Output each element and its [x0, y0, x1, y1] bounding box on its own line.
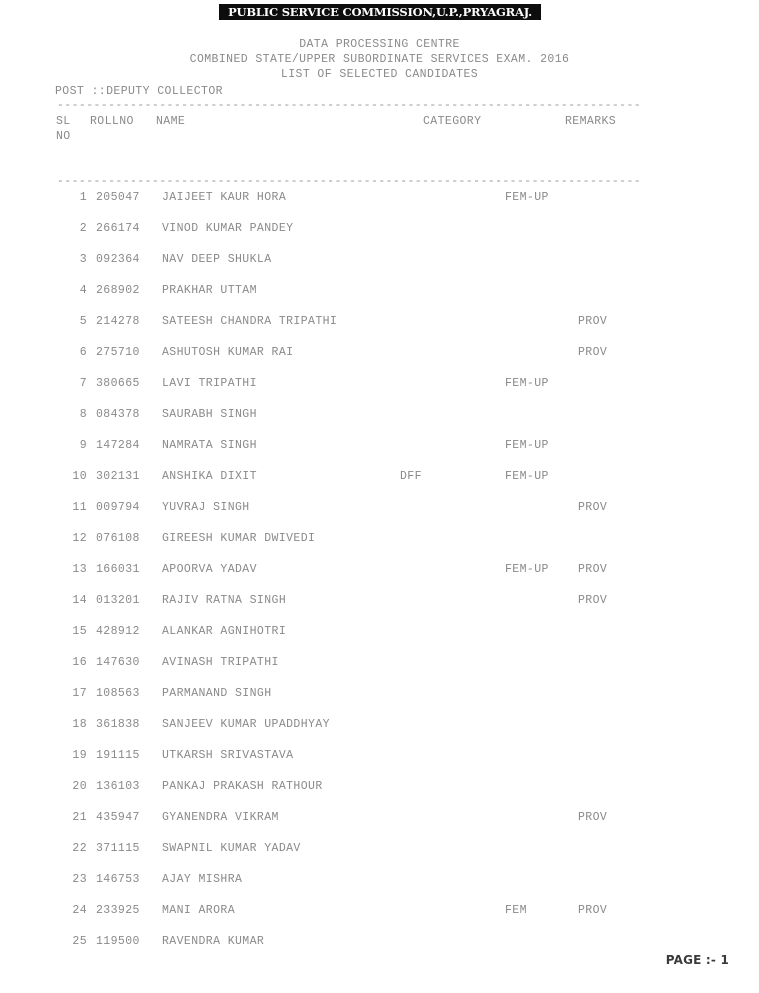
separator-rule-bottom: -------------------------------------------------------------------------------- — [57, 176, 642, 187]
row-candidate-name: RAVENDRA KUMAR — [162, 935, 265, 948]
row-candidate-name: UTKARSH SRIVASTAVA — [162, 749, 294, 762]
table-row — [0, 531, 759, 562]
page-number: PAGE :- 1 — [665, 953, 729, 967]
row-serial-number: 1 — [79, 191, 87, 204]
row-serial-number: 21 — [72, 811, 87, 824]
table-row — [0, 717, 759, 748]
row-roll-number: 013201 — [96, 594, 140, 607]
table-row — [0, 779, 759, 810]
row-remarks: PROV — [578, 501, 608, 514]
row-serial-number: 22 — [72, 842, 87, 855]
row-roll-number: 266174 — [96, 222, 140, 235]
row-serial-number: 14 — [72, 594, 87, 607]
row-candidate-name: AJAY MISHRA — [162, 873, 243, 886]
row-serial-number: 7 — [79, 377, 87, 390]
table-row — [0, 686, 759, 717]
row-candidate-name: ALANKAR AGNIHOTRI — [162, 625, 287, 638]
row-roll-number: 428912 — [96, 625, 140, 638]
row-roll-number: 205047 — [96, 191, 140, 204]
table-row — [0, 283, 759, 314]
row-candidate-name: RAJIV RATNA SINGH — [162, 594, 287, 607]
row-candidate-name: YUVRAJ SINGH — [162, 501, 250, 514]
table-row — [0, 624, 759, 655]
table-row — [0, 438, 759, 469]
row-category: FEM-UP — [505, 191, 549, 204]
row-serial-number: 4 — [79, 284, 87, 297]
table-row — [0, 872, 759, 903]
row-candidate-name: NAV DEEP SHUKLA — [162, 253, 272, 266]
row-serial-number: 8 — [79, 408, 87, 421]
row-candidate-name: MANI ARORA — [162, 904, 236, 917]
table-row — [0, 252, 759, 283]
row-candidate-name: NAMRATA SINGH — [162, 439, 257, 452]
row-serial-number: 25 — [72, 935, 87, 948]
table-row — [0, 190, 759, 221]
subtitle-line-2: COMBINED STATE/UPPER SUBORDINATE SERVICES EXAM. 2016 — [189, 53, 570, 66]
row-category: FEM-UP — [505, 563, 549, 576]
table-row — [0, 345, 759, 376]
table-row — [0, 903, 759, 934]
row-roll-number: 108563 — [96, 687, 140, 700]
row-serial-number: 16 — [72, 656, 87, 669]
table-row — [0, 655, 759, 686]
row-roll-number: 380665 — [96, 377, 140, 390]
subtitle-line-1: DATA PROCESSING CENTRE — [299, 38, 460, 51]
table-row — [0, 593, 759, 624]
row-category: FEM-UP — [505, 470, 549, 483]
column-header-no: NO — [56, 130, 71, 143]
table-row — [0, 562, 759, 593]
row-roll-number: 009794 — [96, 501, 140, 514]
row-serial-number: 18 — [72, 718, 87, 731]
row-roll-number: 191115 — [96, 749, 140, 762]
row-serial-number: 12 — [72, 532, 87, 545]
row-candidate-name: LAVI TRIPATHI — [162, 377, 257, 390]
row-category: FEM-UP — [505, 377, 549, 390]
row-remarks: PROV — [578, 563, 608, 576]
table-row — [0, 810, 759, 841]
row-candidate-name: PRAKHAR UTTAM — [162, 284, 257, 297]
row-candidate-name: ANSHIKA DIXIT — [162, 470, 257, 483]
row-candidate-name: PANKAJ PRAKASH RATHOUR — [162, 780, 323, 793]
table-row — [0, 841, 759, 872]
row-roll-number: 302131 — [96, 470, 140, 483]
row-category: FEM — [505, 904, 527, 917]
row-candidate-name: APOORVA YADAV — [162, 563, 257, 576]
row-remarks: PROV — [578, 315, 608, 328]
post-title: POST ::DEPUTY COLLECTOR — [55, 85, 223, 98]
row-roll-number: 166031 — [96, 563, 140, 576]
row-candidate-name: GIREESH KUMAR DWIVEDI — [162, 532, 316, 545]
row-roll-number: 275710 — [96, 346, 140, 359]
row-candidate-name: SAURABH SINGH — [162, 408, 257, 421]
row-serial-number: 3 — [79, 253, 87, 266]
row-remarks: PROV — [578, 811, 608, 824]
row-serial-number: 10 — [72, 470, 87, 483]
row-dff-flag: DFF — [400, 470, 422, 483]
row-candidate-name: AVINASH TRIPATHI — [162, 656, 279, 669]
row-roll-number: 214278 — [96, 315, 140, 328]
row-candidate-name: GYANENDRA VIKRAM — [162, 811, 279, 824]
table-row — [0, 469, 759, 500]
table-row — [0, 314, 759, 345]
row-roll-number: 233925 — [96, 904, 140, 917]
row-serial-number: 19 — [72, 749, 87, 762]
row-roll-number: 268902 — [96, 284, 140, 297]
row-remarks: PROV — [578, 346, 608, 359]
row-serial-number: 15 — [72, 625, 87, 638]
row-category: FEM-UP — [505, 439, 549, 452]
row-candidate-name: SWAPNIL KUMAR YADAV — [162, 842, 301, 855]
row-candidate-name: PARMANAND SINGH — [162, 687, 272, 700]
table-row — [0, 500, 759, 531]
row-remarks: PROV — [578, 904, 608, 917]
row-roll-number: 119500 — [96, 935, 140, 948]
row-candidate-name: JAIJEET KAUR HORA — [162, 191, 287, 204]
table-row — [0, 221, 759, 252]
masthead-title: PUBLIC SERVICE COMMISSION,U.P.,PRYAGRAJ. — [219, 4, 541, 20]
row-candidate-name: ASHUTOSH KUMAR RAI — [162, 346, 294, 359]
row-serial-number: 6 — [79, 346, 87, 359]
row-serial-number: 24 — [72, 904, 87, 917]
candidate-list — [0, 190, 759, 965]
row-candidate-name: VINOD KUMAR PANDEY — [162, 222, 294, 235]
column-header-sl: SL — [56, 115, 71, 128]
table-row — [0, 376, 759, 407]
table-row — [0, 748, 759, 779]
row-serial-number: 23 — [72, 873, 87, 886]
row-roll-number: 076108 — [96, 532, 140, 545]
row-serial-number: 17 — [72, 687, 87, 700]
column-header-category: CATEGORY — [423, 115, 482, 128]
row-roll-number: 146753 — [96, 873, 140, 886]
row-serial-number: 13 — [72, 563, 87, 576]
row-remarks: PROV — [578, 594, 608, 607]
row-roll-number: 147630 — [96, 656, 140, 669]
row-roll-number: 092364 — [96, 253, 140, 266]
separator-rule-top: -------------------------------------------------------------------------------- — [57, 100, 642, 111]
row-serial-number: 2 — [79, 222, 87, 235]
column-header-name: NAME — [156, 115, 186, 128]
row-roll-number: 084378 — [96, 408, 140, 421]
row-roll-number: 371115 — [96, 842, 140, 855]
row-candidate-name: SATEESH CHANDRA TRIPATHI — [162, 315, 338, 328]
row-candidate-name: SANJEEV KUMAR UPADDHYAY — [162, 718, 330, 731]
subtitle-block — [0, 37, 759, 82]
subtitle-line-3: LIST OF SELECTED CANDIDATES — [280, 68, 479, 81]
row-serial-number: 20 — [72, 780, 87, 793]
row-roll-number: 147284 — [96, 439, 140, 452]
row-roll-number: 136103 — [96, 780, 140, 793]
row-serial-number: 5 — [79, 315, 87, 328]
column-header-rollno: ROLLNO — [90, 115, 134, 128]
table-row — [0, 407, 759, 438]
row-serial-number: 9 — [79, 439, 87, 452]
row-roll-number: 435947 — [96, 811, 140, 824]
column-header-remarks: REMARKS — [565, 115, 617, 128]
row-serial-number: 11 — [72, 501, 87, 514]
row-roll-number: 361838 — [96, 718, 140, 731]
